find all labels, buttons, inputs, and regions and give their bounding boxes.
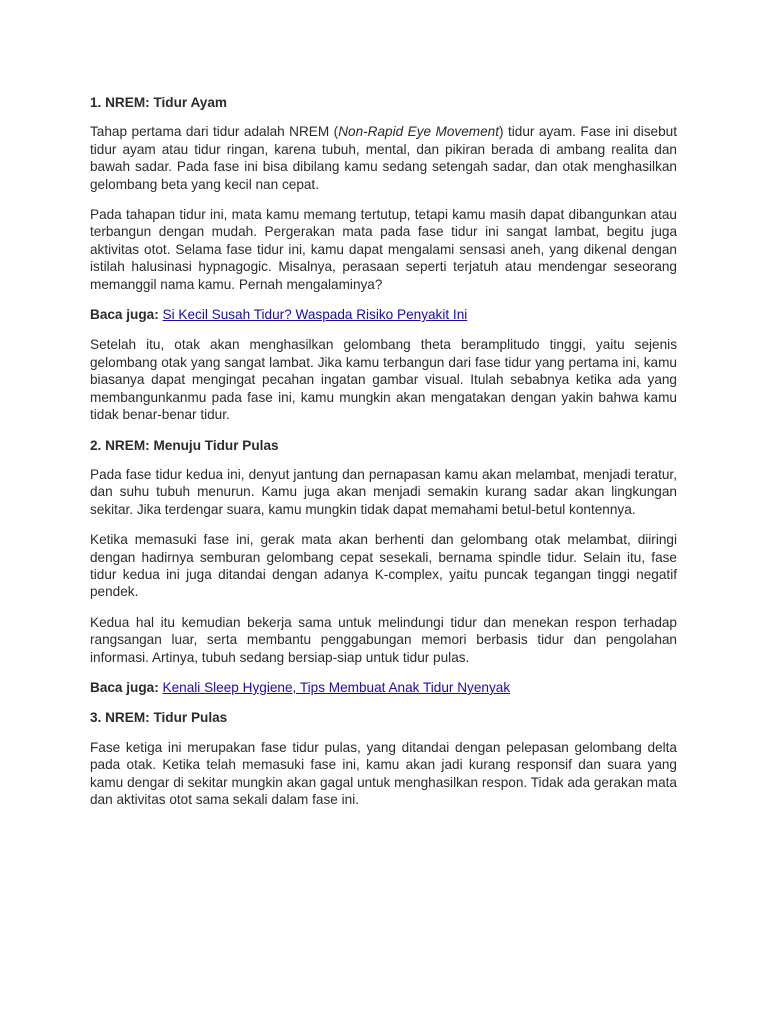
paragraph: Setelah itu, otak akan menghasilkan gelombang theta beramplitudo tinggi, yaitu sejenis gelombang otak yang sangat lambat. Jika kamu terbangun dari fase tidur yang pertama ini, kamu biasanya dapat mengingat pecahan ingatan gambar visual. Itulah sebabnya ketika ada yang membangunkanmu pada fase ini, kamu mungkin akan mengatakan dengan yakin bahwa kamu tidak benar-benar tidur. [90, 337, 677, 423]
paragraph: Kedua hal itu kemudian bekerja sama untuk melindungi tidur dan menekan respon terhadap rangsangan luar, serta membantu penggabungan memori berbasis tidur dan pengolahan informasi. Artinya, tubuh sedang bersiap-siap untuk tidur pulas. [90, 614, 677, 665]
read-also [90, 679, 677, 696]
read-also-link[interactable]: Si Kecil Susah Tidur? Waspada Risiko Penyakit Ini [162, 307, 468, 323]
italic-term: Non-Rapid Eye Movement [338, 124, 500, 140]
section-nrem-tidur-ayam [90, 94, 677, 424]
section-heading: 2. NREM: Menuju Tidur Pulas [90, 437, 279, 453]
paragraph-text: ) tidur ayam. Fase ini disebut tidur ayam atau tidur ringan, karena tubuh, mental, dan pikiran berada di ambang realita dan bawah sadar. Pada fase ini bisa dibilang kamu sedang setengah sadar, dan otak menghasilkan gelombang beta yang kecil nan cepat. [90, 124, 677, 192]
section-nrem-tidur-pulas [90, 709, 677, 808]
section-heading: 1. NREM: Tidur Ayam [90, 95, 227, 110]
read-also [90, 306, 677, 323]
paragraph-text: Tahap pertama dari tidur adalah NREM ( [90, 124, 339, 140]
paragraph: Pada tahapan tidur ini, mata kamu memang tertutup, tetapi kamu masih dapat dibangunkan atau terbangun dengan mudah. Pergerakan mata pada fase tidur ini sangat lambat, begitu juga aktivitas otot. Selama fase tidur ini, kamu dapat mengalami sensasi aneh, yang dikenal dengan istilah halusinasi hypnagogic. Misalnya, perasaan seperti terjatuh atau mendengar seseorang memanggil nama kamu. Pernah mengalaminya? [90, 207, 677, 292]
section-heading: 3. NREM: Tidur Pulas [90, 710, 228, 726]
paragraph: Ketika memasuki fase ini, gerak mata akan berhenti dan gelombang otak melambat, diiringi dengan hadirnya semburan gelombang cepat sesekali, bernama spindle tidur. Selain itu, fase tidur kedua ini juga ditandai dengan adanya K-complex, yaitu puncak tegangan tinggi negatif pendek. [90, 532, 677, 600]
read-also-label: Baca juga: [90, 679, 159, 695]
paragraph [90, 123, 677, 193]
read-also-link[interactable]: Kenali Sleep Hygiene, Tips Membuat Anak Tidur Nyenyak [162, 679, 511, 695]
paragraph: Pada fase tidur kedua ini, denyut jantung dan pernapasan kamu akan melambat, menjadi teratur, dan suhu tubuh menurun. Kamu juga akan menjadi semakin kurang sadar akan lingkungan sekitar. Jika terdengar suara, kamu mungkin tidak dapat memahami betul-betul kontennya. [90, 466, 677, 517]
section-nrem-menuju-tidur-pulas [90, 437, 677, 697]
read-also-label: Baca juga: [90, 307, 159, 323]
document-page [90, 94, 677, 821]
paragraph: Fase ketiga ini merupakan fase tidur pulas, yang ditandai dengan pelepasan gelombang delta pada otak. Ketika telah memasuki fase ini, kamu akan jadi kurang responsif dan suara yang kamu dengar di sekitar mungkin akan gagal untuk menghasilkan respon. Tidak ada gerakan mata dan aktivitas otot sama sekali dalam fase ini. [90, 739, 677, 807]
